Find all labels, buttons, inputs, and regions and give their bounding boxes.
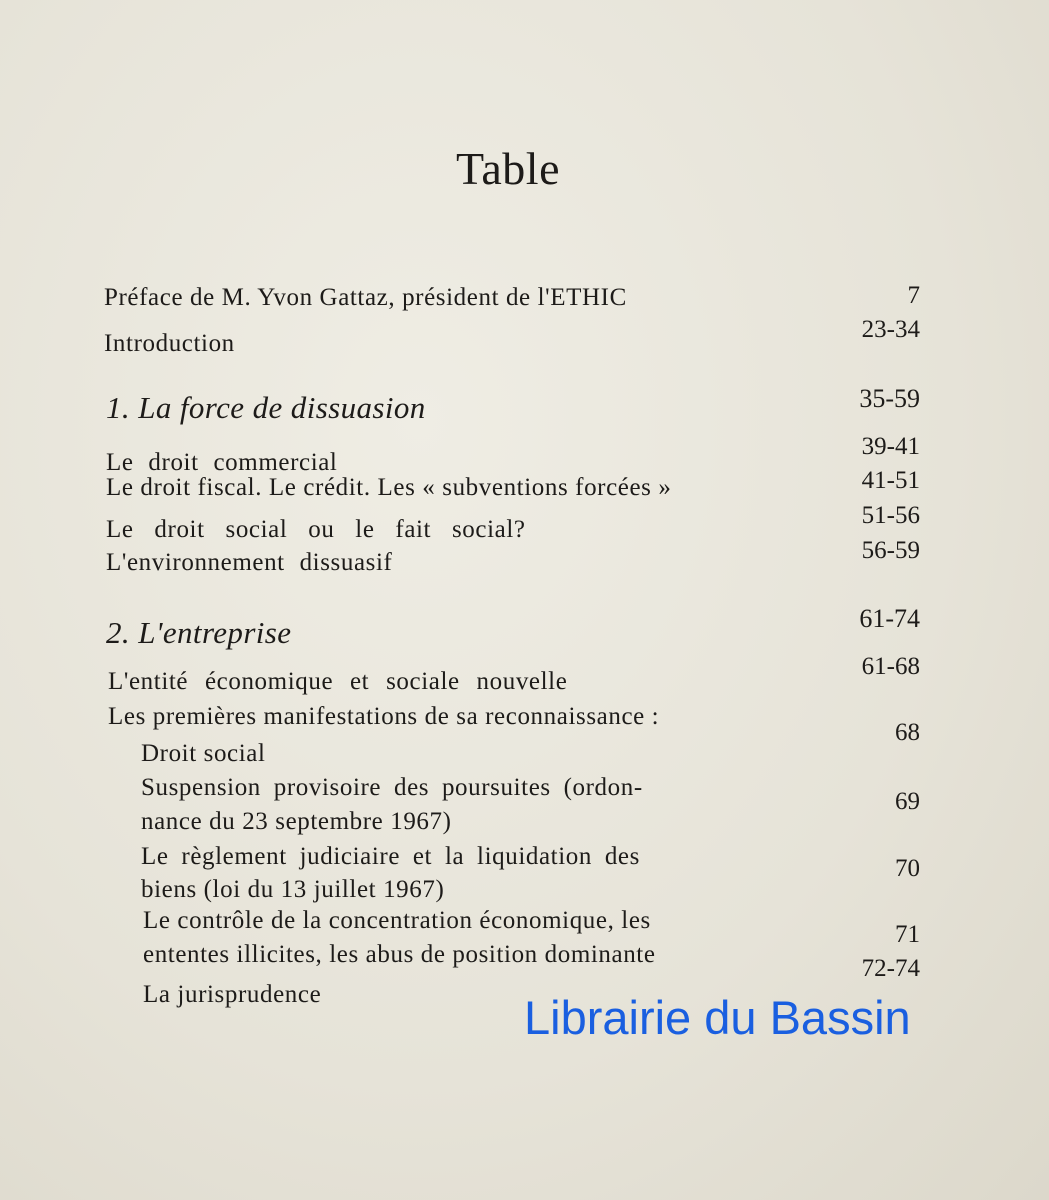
toc-section-1-heading: 1. La force de dissuasion xyxy=(106,390,426,425)
toc-item-page: 61-68 xyxy=(861,653,920,680)
toc-section-1-page: 35-59 xyxy=(859,384,920,413)
toc-subitem: biens (loi du 13 juillet 1967) xyxy=(141,876,445,903)
toc-item-page: 39-41 xyxy=(861,433,920,460)
toc-entry-preface: Préface de M. Yvon Gattaz, président de l'ETHIC xyxy=(104,284,627,311)
toc-subitem: Le contrôle de la concentration économique, les xyxy=(143,907,651,934)
toc-entry-introduction: Introduction xyxy=(104,330,235,357)
toc-item: L'entité économique et sociale nouvelle xyxy=(108,668,568,695)
toc-subitem: Droit social xyxy=(141,740,266,767)
toc-item: L'environnement dissuasif xyxy=(106,549,393,576)
toc-section-2-heading: 2. L'entreprise xyxy=(106,615,292,650)
toc-item-page: 51-56 xyxy=(861,502,920,529)
toc-subitem-page: 69 xyxy=(895,788,920,815)
toc-page-preface: 7 xyxy=(907,282,920,309)
toc-item: Le droit social ou le fait social? xyxy=(106,516,526,543)
toc-subitem: Le règlement judiciaire et la liquidation des xyxy=(141,843,640,870)
toc-subitem-page: 72-74 xyxy=(861,955,920,982)
toc-subitem: nance du 23 septembre 1967) xyxy=(141,808,452,835)
toc-subitem-page: 68 xyxy=(895,719,920,746)
toc-subitem-page: 71 xyxy=(895,921,920,948)
toc-section-2-page: 61-74 xyxy=(859,604,920,633)
toc-item: Le droit commercial xyxy=(106,449,338,476)
toc-item-page: 41-51 xyxy=(861,467,920,494)
toc-subitem-page: 70 xyxy=(895,855,920,882)
page-title: Table xyxy=(455,143,560,194)
toc-subitem: ententes illicites, les abus de position dominante xyxy=(143,941,656,968)
toc-item-page: 56-59 xyxy=(861,537,920,564)
toc-subitem: La jurisprudence xyxy=(143,981,322,1008)
toc-page-introduction: 23-34 xyxy=(861,316,920,343)
toc-item: Les premières manifestations de sa reconnaissance : xyxy=(108,703,660,730)
toc-subitem: Suspension provisoire des poursuites (ordon- xyxy=(141,774,643,801)
watermark: Librairie du Bassin xyxy=(524,991,911,1044)
toc-item: Le droit fiscal. Le crédit. Les « subventions forcées » xyxy=(106,474,672,501)
